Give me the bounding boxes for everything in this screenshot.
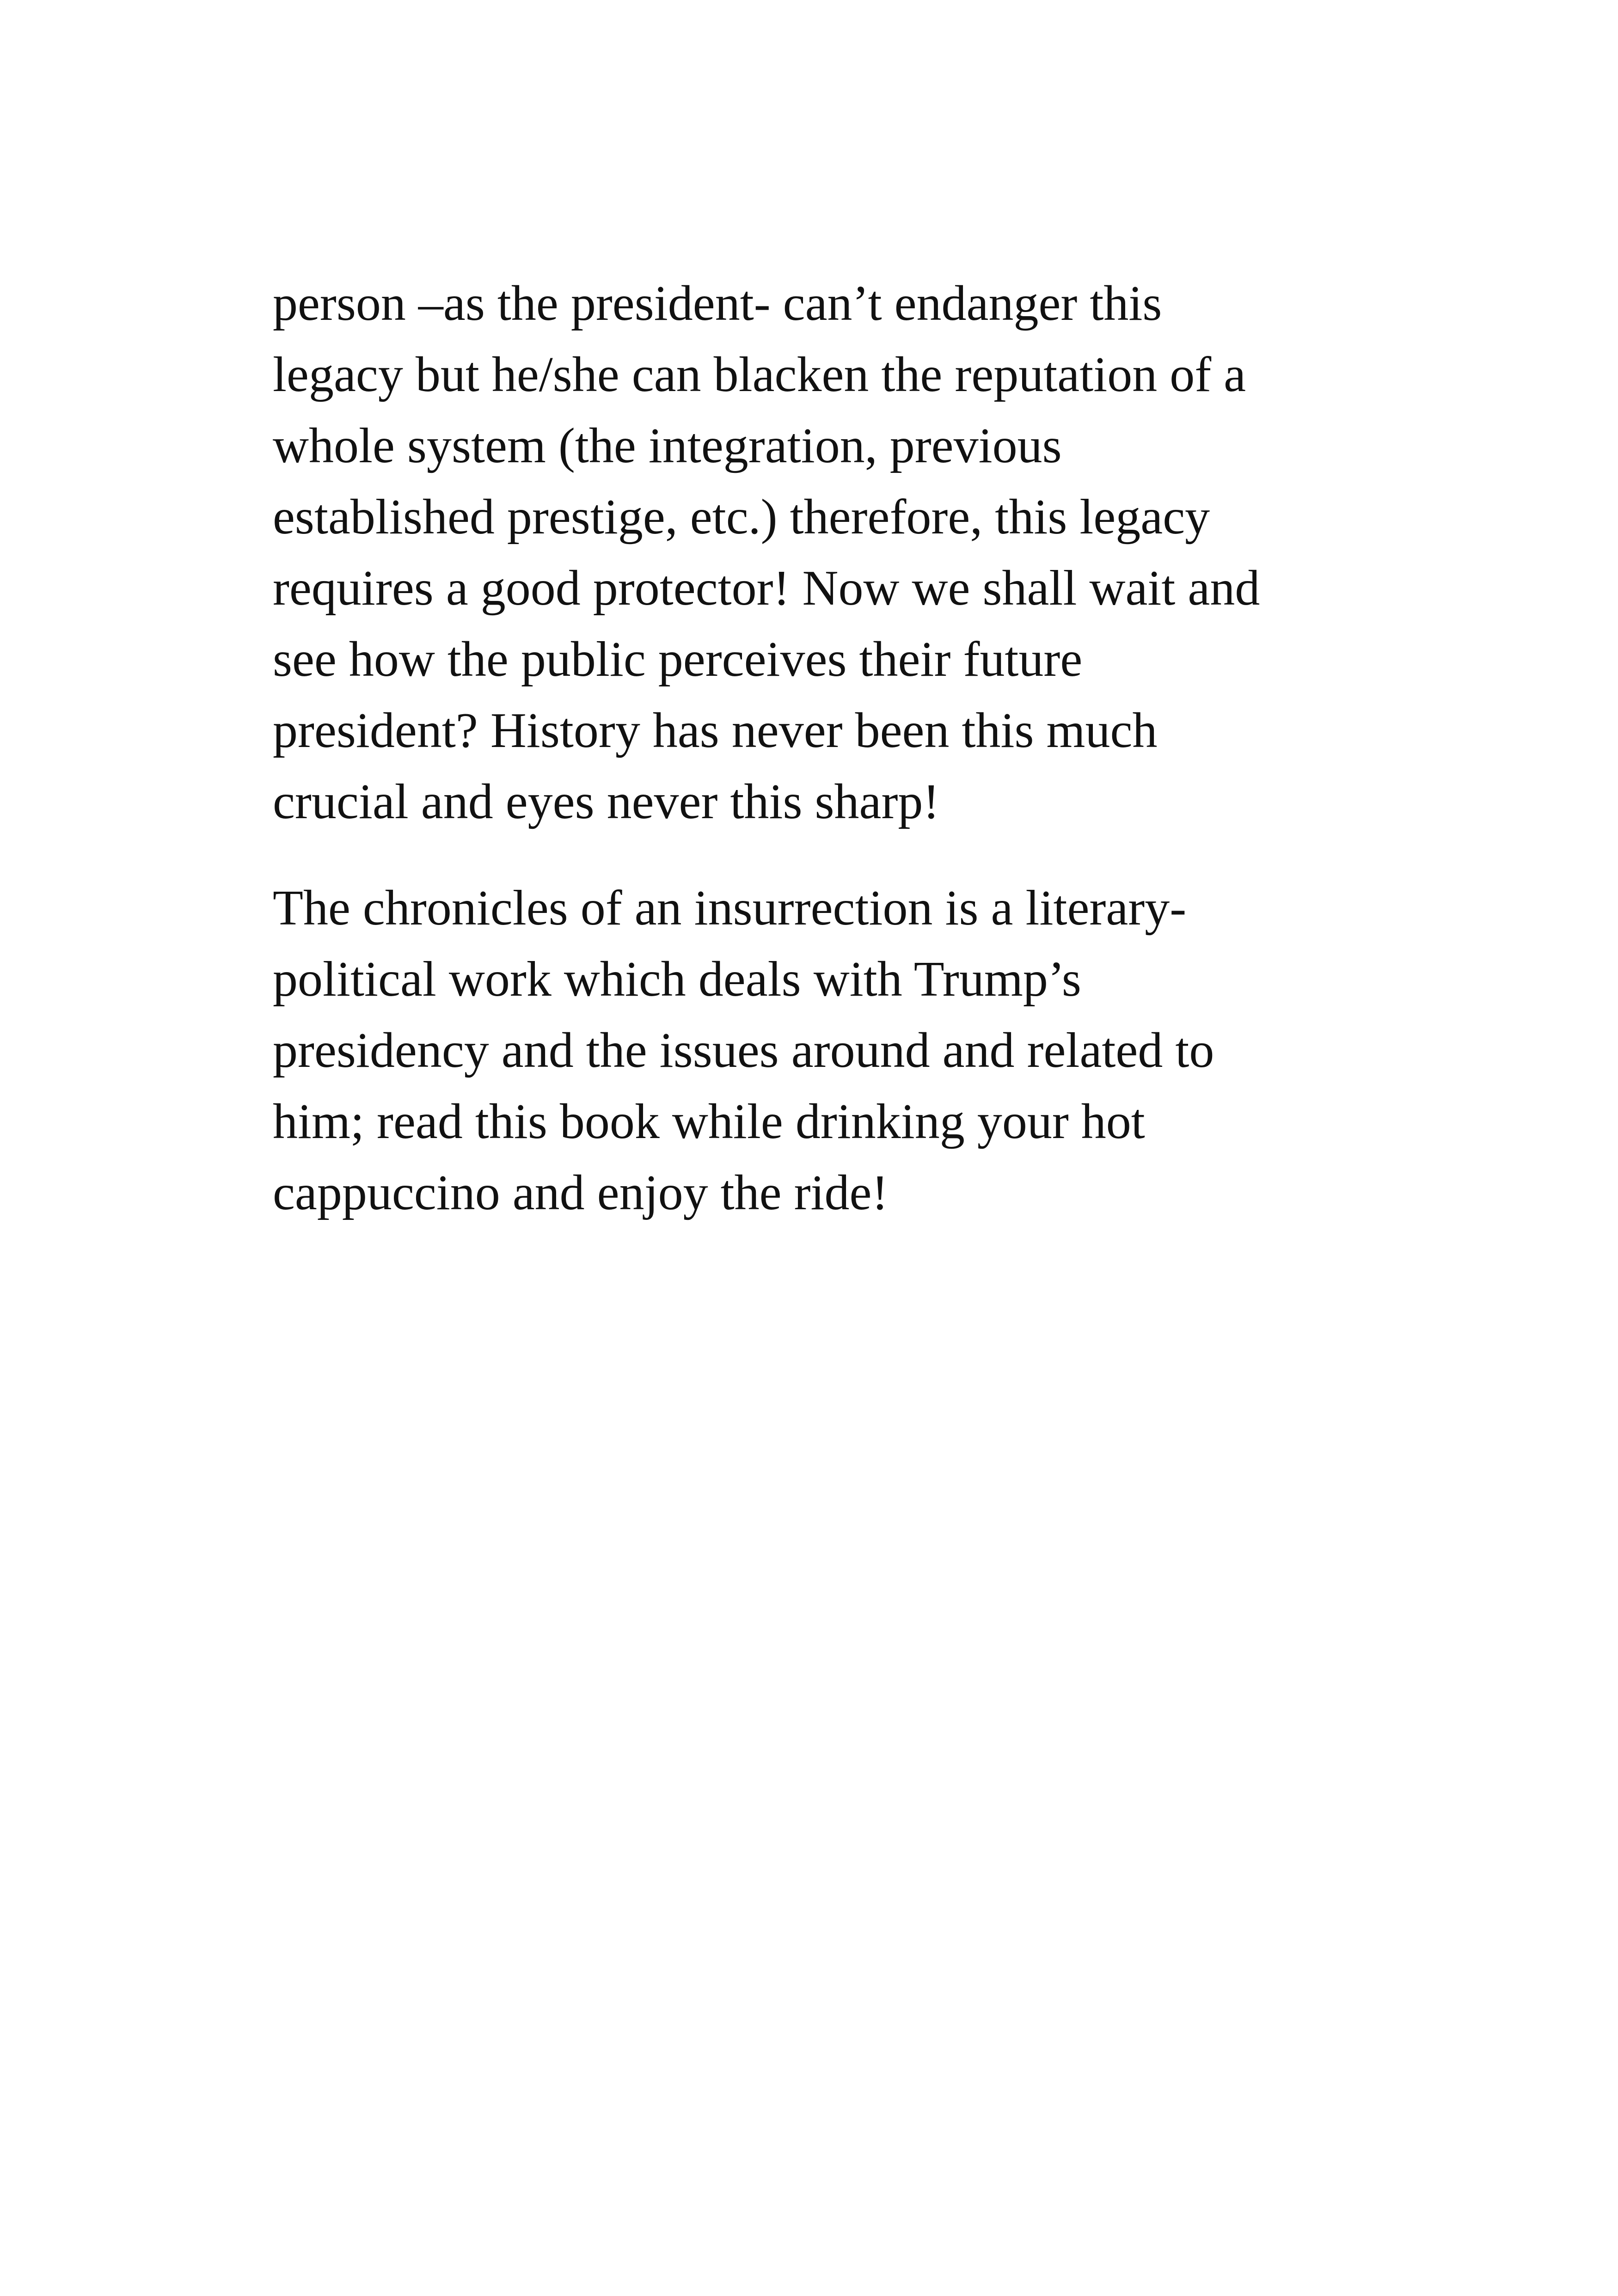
text-line: crucial and eyes never this sharp! [273, 774, 940, 829]
paragraph-1 [273, 268, 1382, 838]
text-line: person –as the president- can’t endanger this [273, 276, 1162, 331]
text-line: see how the public perceives their future [273, 632, 1083, 687]
text-line: him; read this book while drinking your hot [273, 1094, 1145, 1149]
text-line: whole system (the integration, previous [273, 418, 1062, 473]
body-text [273, 268, 1382, 1229]
text-line: The chronicles of an insurrection is a literary- [273, 881, 1187, 936]
text-line: legacy but he/she can blacken the reputation of a [273, 347, 1246, 402]
text-line: cappuccino and enjoy the ride! [273, 1165, 889, 1220]
paragraph-2 [273, 873, 1382, 1229]
text-line: political work which deals with Trump’s [273, 952, 1081, 1007]
text-line: president? History has never been this much [273, 703, 1158, 758]
text-line: requires a good protector! Now we shall wait and [273, 561, 1260, 616]
text-line: presidency and the issues around and related to [273, 1023, 1214, 1078]
text-line: established prestige, etc.) therefore, this legacy [273, 490, 1210, 545]
